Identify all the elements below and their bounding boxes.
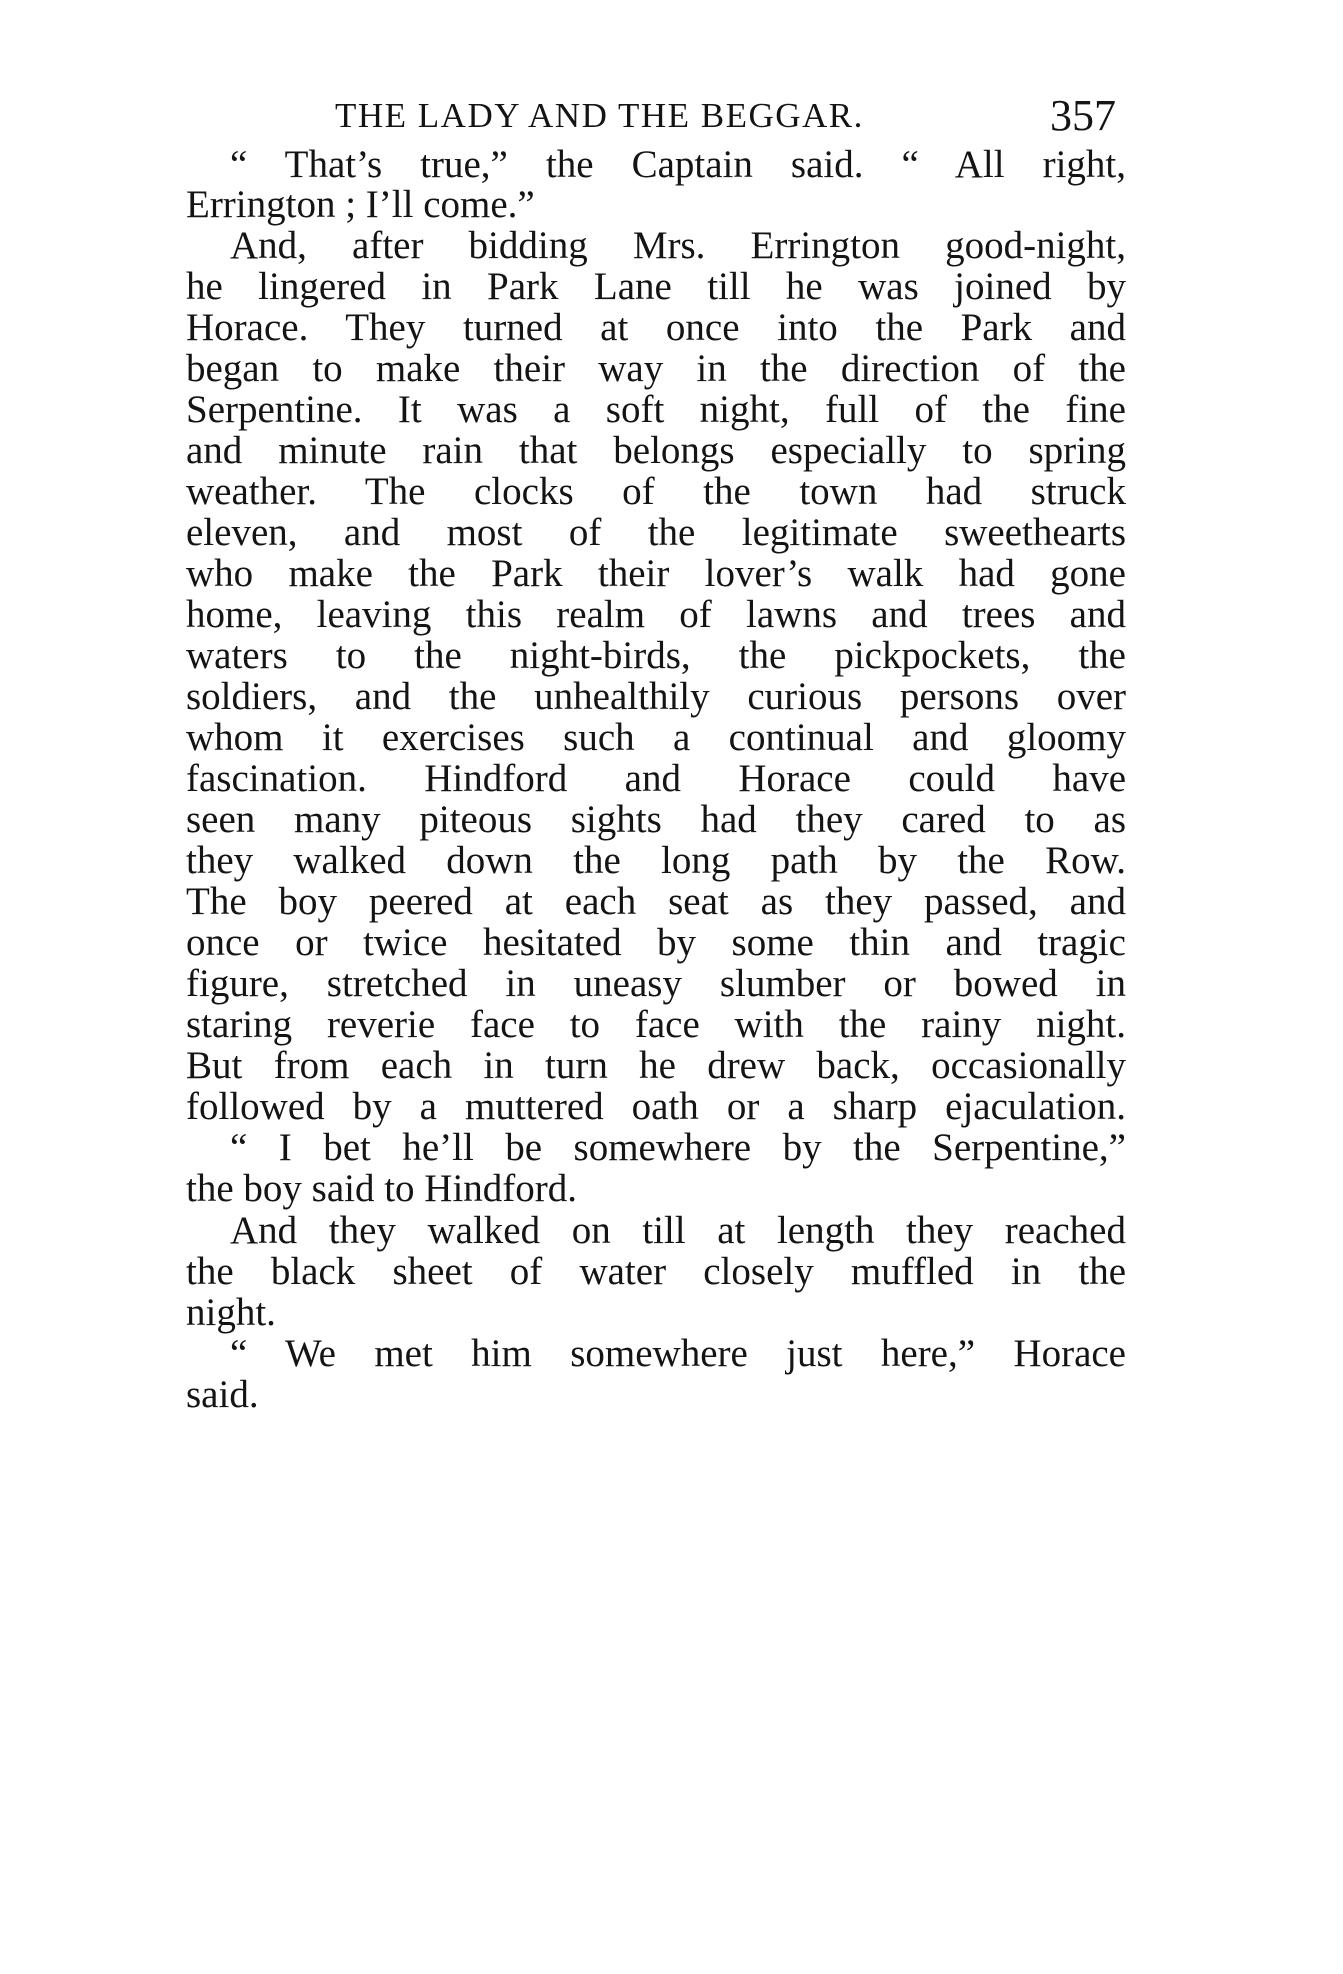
text-line: followed by a muttered oath or a sharp ejaculation. <box>186 1085 1126 1128</box>
text-line: But from each in turn he drew back, occasionally <box>186 1044 1126 1087</box>
text-line: began to make their way in the direction of the <box>186 347 1126 390</box>
text-line: “ I bet he’ll be somewhere by the Serpentine,” <box>230 1126 1126 1169</box>
text-line: and minute rain that belongs especially to spring <box>186 429 1126 472</box>
text-line: “ We met him somewhere just here,” Horace <box>230 1332 1126 1375</box>
text-line: figure, stretched in uneasy slumber or bowed in <box>186 962 1126 1005</box>
text-line: And, after bidding Mrs. Errington good-night, <box>230 224 1126 267</box>
text-line: once or twice hesitated by some thin and tragic <box>186 921 1126 964</box>
text-line: soldiers, and the unhealthily curious persons over <box>186 675 1126 718</box>
text-line: seen many piteous sights had they cared to as <box>186 798 1126 841</box>
text-line: night. <box>186 1291 276 1334</box>
text-line: eleven, and most of the legitimate sweethearts <box>186 511 1126 554</box>
page-number: 357 <box>1050 91 1116 140</box>
text-line: Errington ; I’ll come.” <box>186 183 535 226</box>
running-title: THE LADY AND THE BEGGAR. <box>335 96 864 135</box>
text-line: said. <box>186 1373 259 1416</box>
text-line: whom it exercises such a continual and gloomy <box>186 716 1126 759</box>
text-line: the black sheet of water closely muffled in the <box>186 1250 1126 1293</box>
text-line: the boy said to Hindford. <box>186 1167 578 1210</box>
text-line: And they walked on till at length they reached <box>230 1209 1126 1252</box>
text-line: fascination. Hindford and Horace could have <box>186 757 1126 800</box>
text-line: home, leaving this realm of lawns and trees and <box>186 593 1126 636</box>
text-line: Horace. They turned at once into the Park and <box>186 306 1126 349</box>
text-line: waters to the night-birds, the pickpockets, the <box>186 634 1126 677</box>
text-line: weather. The clocks of the town had struck <box>186 470 1126 513</box>
text-line: Serpentine. It was a soft night, full of the fine <box>186 388 1126 431</box>
text-line: staring reverie face to face with the rainy night. <box>186 1003 1126 1046</box>
text-line: who make the Park their lover’s walk had gone <box>186 552 1126 595</box>
text-line: they walked down the long path by the Row. <box>186 839 1126 882</box>
text-line: The boy peered at each seat as they passed, and <box>186 880 1126 923</box>
text-line: “ That’s true,” the Captain said. “ All right, <box>230 143 1126 186</box>
text-line: he lingered in Park Lane till he was joined by <box>186 265 1126 308</box>
